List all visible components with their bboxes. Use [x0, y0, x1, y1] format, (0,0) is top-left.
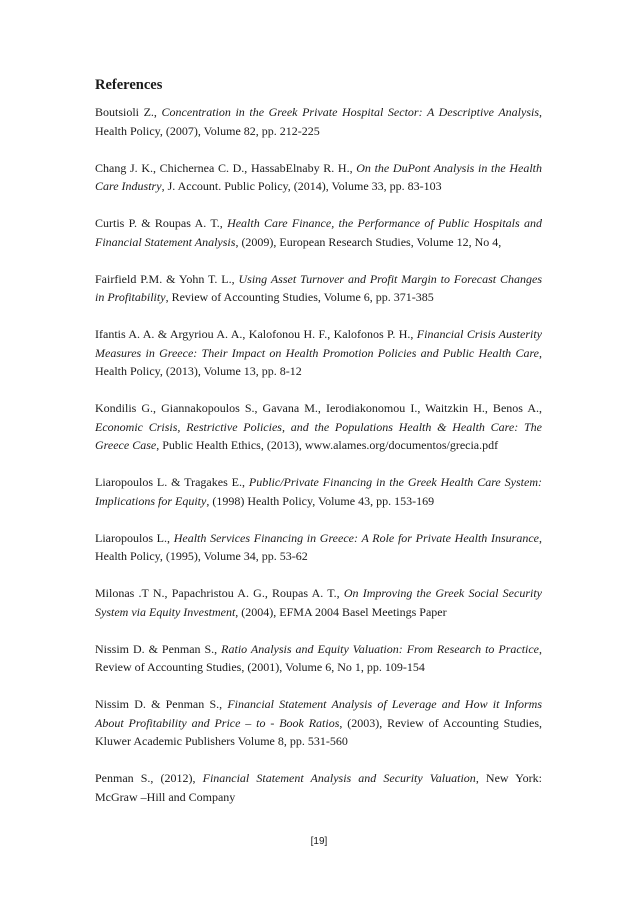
- reference-details: , New York: McGraw –Hill and Company: [95, 771, 543, 804]
- reference-authors: Nissim D. & Penman S.,: [95, 641, 222, 656]
- reference-authors: Curtis P. & Roupas A. T.,: [95, 216, 228, 230]
- reference-title: On Improving the Greek Social Security System via Equity Investment: [95, 586, 542, 619]
- reference-title: Health Services Financing in Greece: A Role for Private Health Insurance: [173, 530, 539, 545]
- reference-details: , (1998) Health Policy, Volume 43, pp. 153-169: [206, 493, 435, 508]
- reference-authors: Milonas .T N., Papachristou A. G., Roupas A. T.,: [95, 586, 344, 600]
- reference-item: [95, 769, 542, 806]
- reference-title: Public/Private Financing in the Greek Health Care System: Implications for Equity: [95, 475, 542, 508]
- reference-details: , (2003), Review of Accounting Studies, Kluwer Academic Publishers Volume 8, pp. 531-560: [95, 715, 542, 748]
- reference-authors: Penman S., (2012),: [95, 771, 203, 785]
- reference-title: Health Care Finance, the Performance of Public Hospitals and Financial Statement Analysis: [95, 216, 542, 249]
- reference-authors: Nissim D. & Penman S.,: [95, 697, 228, 711]
- page-number: [19]: [310, 836, 328, 847]
- reference-title: Ratio Analysis and Equity Valuation: From Research to Practice: [221, 641, 540, 656]
- reference-item: [95, 584, 542, 621]
- reference-item: [95, 214, 542, 251]
- reference-authors: Chang J. K., Chichernea C. D., HassabElnaby R. H.,: [95, 160, 357, 175]
- reference-title: Financial Crisis Austerity Measures in Greece: Their Impact on Health Promotion Policies and Public Health Care: [95, 327, 542, 360]
- reference-item: [95, 399, 542, 455]
- reference-details: , Public Health Ethics, (2013), www.alames.org/documentos/grecia.pdf: [156, 438, 499, 452]
- reference-list: [95, 103, 542, 825]
- reference-details: , J. Account. Public Policy, (2014), Volume 33, pp. 83-103: [161, 179, 442, 193]
- reference-title: Economic Crisis, Restrictive Policies, and the Populations Health & Health Care: The Greece Case: [95, 419, 542, 452]
- reference-details: , Health Policy, (1995), Volume 34, pp. 53-62: [95, 530, 542, 563]
- reference-title: Financial Statement Analysis of Leverage and How it Informs About Profitability and Price – to - Book Ratios: [95, 697, 542, 730]
- reference-authors: Ifantis A. A. & Argyriou A. A., Kalofonou H. F., Kalofonos P. H.,: [95, 327, 417, 341]
- reference-details: , Health Policy, (2013), Volume 13, pp. 8-12: [95, 345, 542, 378]
- reference-title: On the DuPont Analysis in the Health Care Industry: [95, 160, 542, 193]
- reference-authors: Liaropoulos L. & Tragakes E.,: [95, 475, 249, 489]
- reference-item: [95, 473, 542, 510]
- reference-title: Concentration in the Greek Private Hospital Sector: A Descriptive Analysis: [161, 105, 539, 119]
- reference-authors: Boutsioli Z.,: [95, 105, 162, 119]
- reference-details: , Review of Accounting Studies, (2001), Volume 6, No 1, pp. 109-154: [95, 641, 543, 674]
- reference-authors: Liaropoulos L.,: [95, 530, 174, 545]
- reference-details: , (2004), EFMA 2004 Basel Meetings Paper: [235, 604, 447, 619]
- reference-item: [95, 270, 542, 307]
- reference-item: [95, 159, 542, 196]
- reference-details: , Review of Accounting Studies, Volume 6, pp. 371-385: [165, 290, 434, 304]
- reference-item: [95, 640, 542, 677]
- reference-details: , Health Policy, (2007), Volume 82, pp. 212-225: [95, 105, 542, 138]
- reference-item: [95, 103, 542, 140]
- reference-title: Using Asset Turnover and Profit Margin to Forecast Changes in Profitability: [95, 271, 542, 304]
- reference-item: [95, 325, 542, 381]
- reference-item: [95, 695, 542, 751]
- reference-item: [95, 529, 542, 566]
- reference-authors: Kondilis G., Giannakopoulos S., Gavana M., Ierodiakonomou I., Waitzkin H., Benos A.,: [95, 401, 542, 415]
- reference-authors: Fairfield P.M. & Yohn T. L.,: [95, 271, 239, 286]
- reference-title: Financial Statement Analysis and Security Valuation: [202, 771, 476, 785]
- references-heading: References: [95, 77, 163, 93]
- reference-details: , (2009), European Research Studies, Volume 12, No 4,: [235, 234, 502, 249]
